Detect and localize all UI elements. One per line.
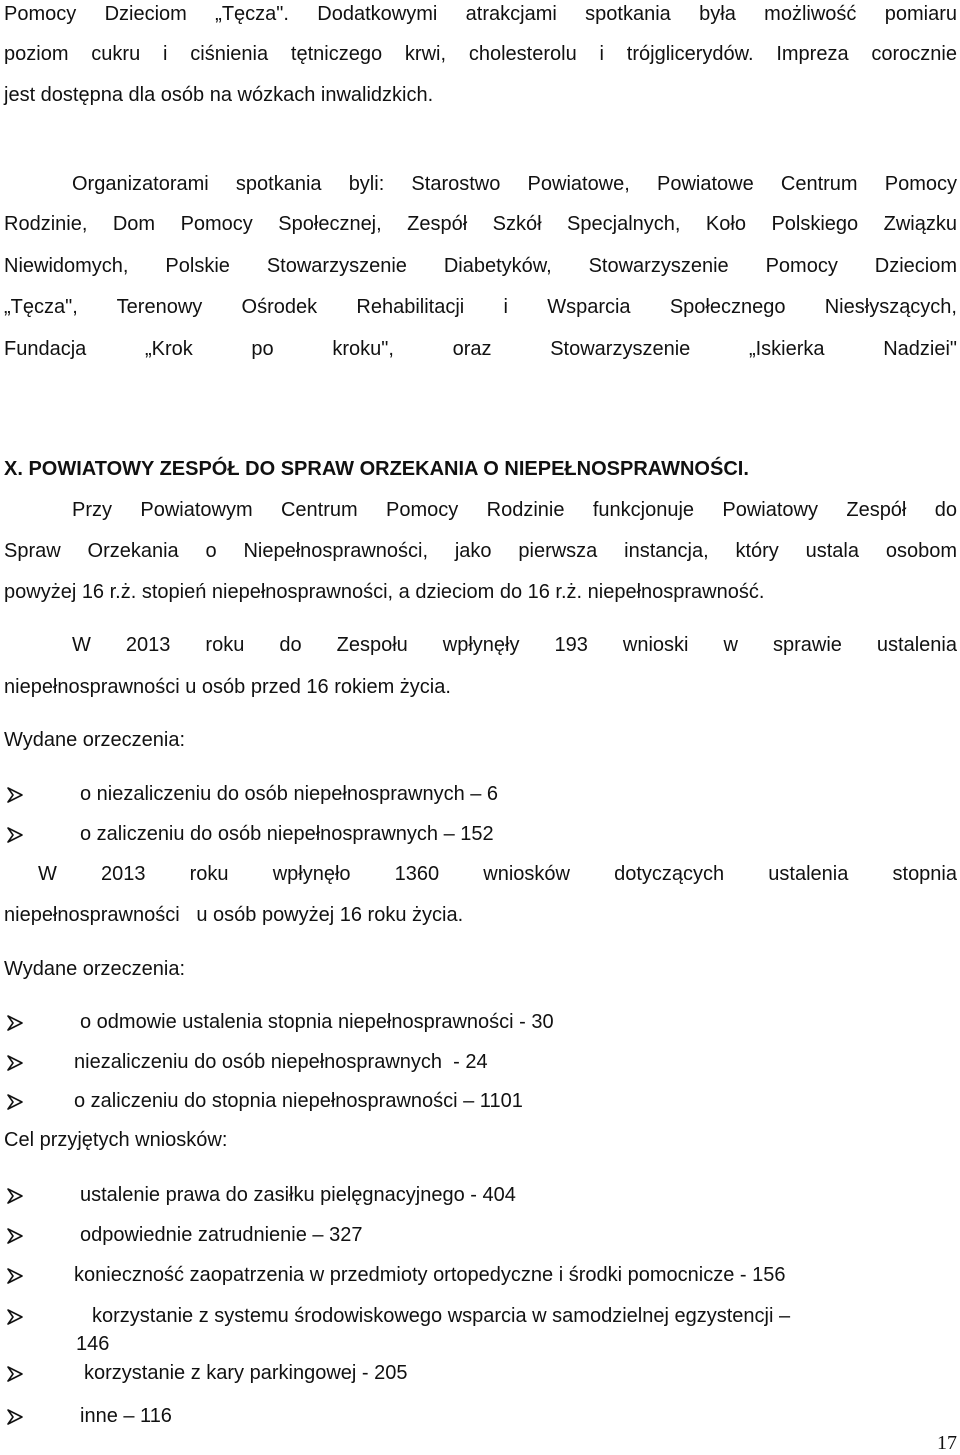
list-item-text: o zaliczeniu do stopnia niepełnosprawności – 1101 bbox=[74, 1090, 523, 1112]
paragraph-line: W 2013 roku wpłynęło 1360 wniosków dotyczących ustalenia stopnia bbox=[38, 863, 957, 885]
list-item-text: korzystanie z kary parkingowej - 205 bbox=[84, 1362, 408, 1384]
paragraph-line: „Tęcza", Terenowy Ośrodek Rehabilitacji i Wsparcia Społecznego Niesłyszących, bbox=[4, 296, 957, 318]
paragraph-line: Pomocy Dzieciom „Tęcza". Dodatkowymi atrakcjami spotkania była możliwość pomiaru bbox=[4, 3, 957, 25]
list-label: Cel przyjętych wniosków: bbox=[4, 1129, 228, 1151]
paragraph-line: Przy Powiatowym Centrum Pomocy Rodzinie funkcjonuje Powiatowy Zespół do bbox=[72, 499, 957, 521]
arrow-bullet-icon bbox=[6, 826, 24, 844]
arrow-bullet-icon bbox=[6, 1267, 24, 1285]
paragraph-line: W 2013 roku do Zespołu wpłynęły 193 wnioski w sprawie ustalenia bbox=[72, 634, 957, 656]
page-number: 17 bbox=[937, 1432, 957, 1454]
paragraph-line: powyżej 16 r.ż. stopień niepełnosprawności, a dzieciom do 16 r.ż. niepełnosprawność. bbox=[4, 581, 765, 603]
paragraph-line: jest dostępna dla osób na wózkach inwalidzkich. bbox=[4, 84, 434, 106]
list-item-text: o zaliczeniu do osób niepełnosprawnych – 152 bbox=[80, 823, 494, 845]
list-item-text: odpowiednie zatrudnienie – 327 bbox=[80, 1224, 363, 1246]
paragraph-line: poziom cukru i ciśnienia tętniczego krwi, cholesterolu i trójglicerydów. Impreza corocznie bbox=[4, 43, 957, 65]
paragraph-line: Organizatorami spotkania byli: Starostwo Powiatowe, Powiatowe Centrum Pomocy bbox=[72, 173, 957, 195]
list-item-text: konieczność zaopatrzenia w przedmioty ortopedyczne i środki pomocnicze - 156 bbox=[74, 1264, 786, 1286]
arrow-bullet-icon bbox=[6, 1227, 24, 1245]
list-item-text: niezaliczeniu do osób niepełnosprawnych - 24 bbox=[74, 1051, 488, 1073]
arrow-bullet-icon bbox=[6, 1054, 24, 1072]
arrow-bullet-icon bbox=[6, 1014, 24, 1032]
arrow-bullet-icon bbox=[6, 1365, 24, 1383]
paragraph-line: Spraw Orzekania o Niepełnosprawności, jako pierwsza instancja, który ustala osobom bbox=[4, 540, 957, 562]
list-item-text: inne – 116 bbox=[80, 1405, 172, 1427]
list-item-text: o niezaliczeniu do osób niepełnosprawnych – 6 bbox=[80, 783, 499, 805]
list-item-text: ustalenie prawa do zasiłku pielęgnacyjnego - 404 bbox=[80, 1184, 516, 1206]
list-item-text-continuation: 146 bbox=[76, 1333, 110, 1355]
paragraph-line: niepełnosprawności u osób przed 16 rokiem życia. bbox=[4, 676, 451, 698]
list-item-text: korzystanie z systemu środowiskowego wsparcia w samodzielnej egzystencji – bbox=[92, 1305, 791, 1327]
list-label: Wydane orzeczenia: bbox=[4, 958, 186, 980]
document-page bbox=[4, 0, 957, 1455]
arrow-bullet-icon bbox=[6, 1308, 24, 1326]
arrow-bullet-icon bbox=[6, 1187, 24, 1205]
list-item-text: o odmowie ustalenia stopnia niepełnosprawności - 30 bbox=[80, 1011, 554, 1033]
paragraph-line: Fundacja „Krok po kroku", oraz Stowarzyszenie „Iskierka Nadziei" bbox=[4, 338, 957, 360]
arrow-bullet-icon bbox=[6, 1093, 24, 1111]
arrow-bullet-icon bbox=[6, 786, 24, 804]
paragraph-line: niepełnosprawności u osób powyżej 16 roku życia. bbox=[4, 904, 464, 926]
arrow-bullet-icon bbox=[6, 1408, 24, 1426]
paragraph-line: Niewidomych, Polskie Stowarzyszenie Diabetyków, Stowarzyszenie Pomocy Dzieciom bbox=[4, 255, 957, 277]
paragraph-line: Rodzinie, Dom Pomocy Społecznej, Zespół Szkół Specjalnych, Koło Polskiego Związku bbox=[4, 213, 957, 235]
list-label: Wydane orzeczenia: bbox=[4, 729, 186, 751]
section-heading: X. POWIATOWY ZESPÓŁ DO SPRAW ORZEKANIA O NIEPEŁNOSPRAWNOŚCI. bbox=[4, 458, 749, 480]
